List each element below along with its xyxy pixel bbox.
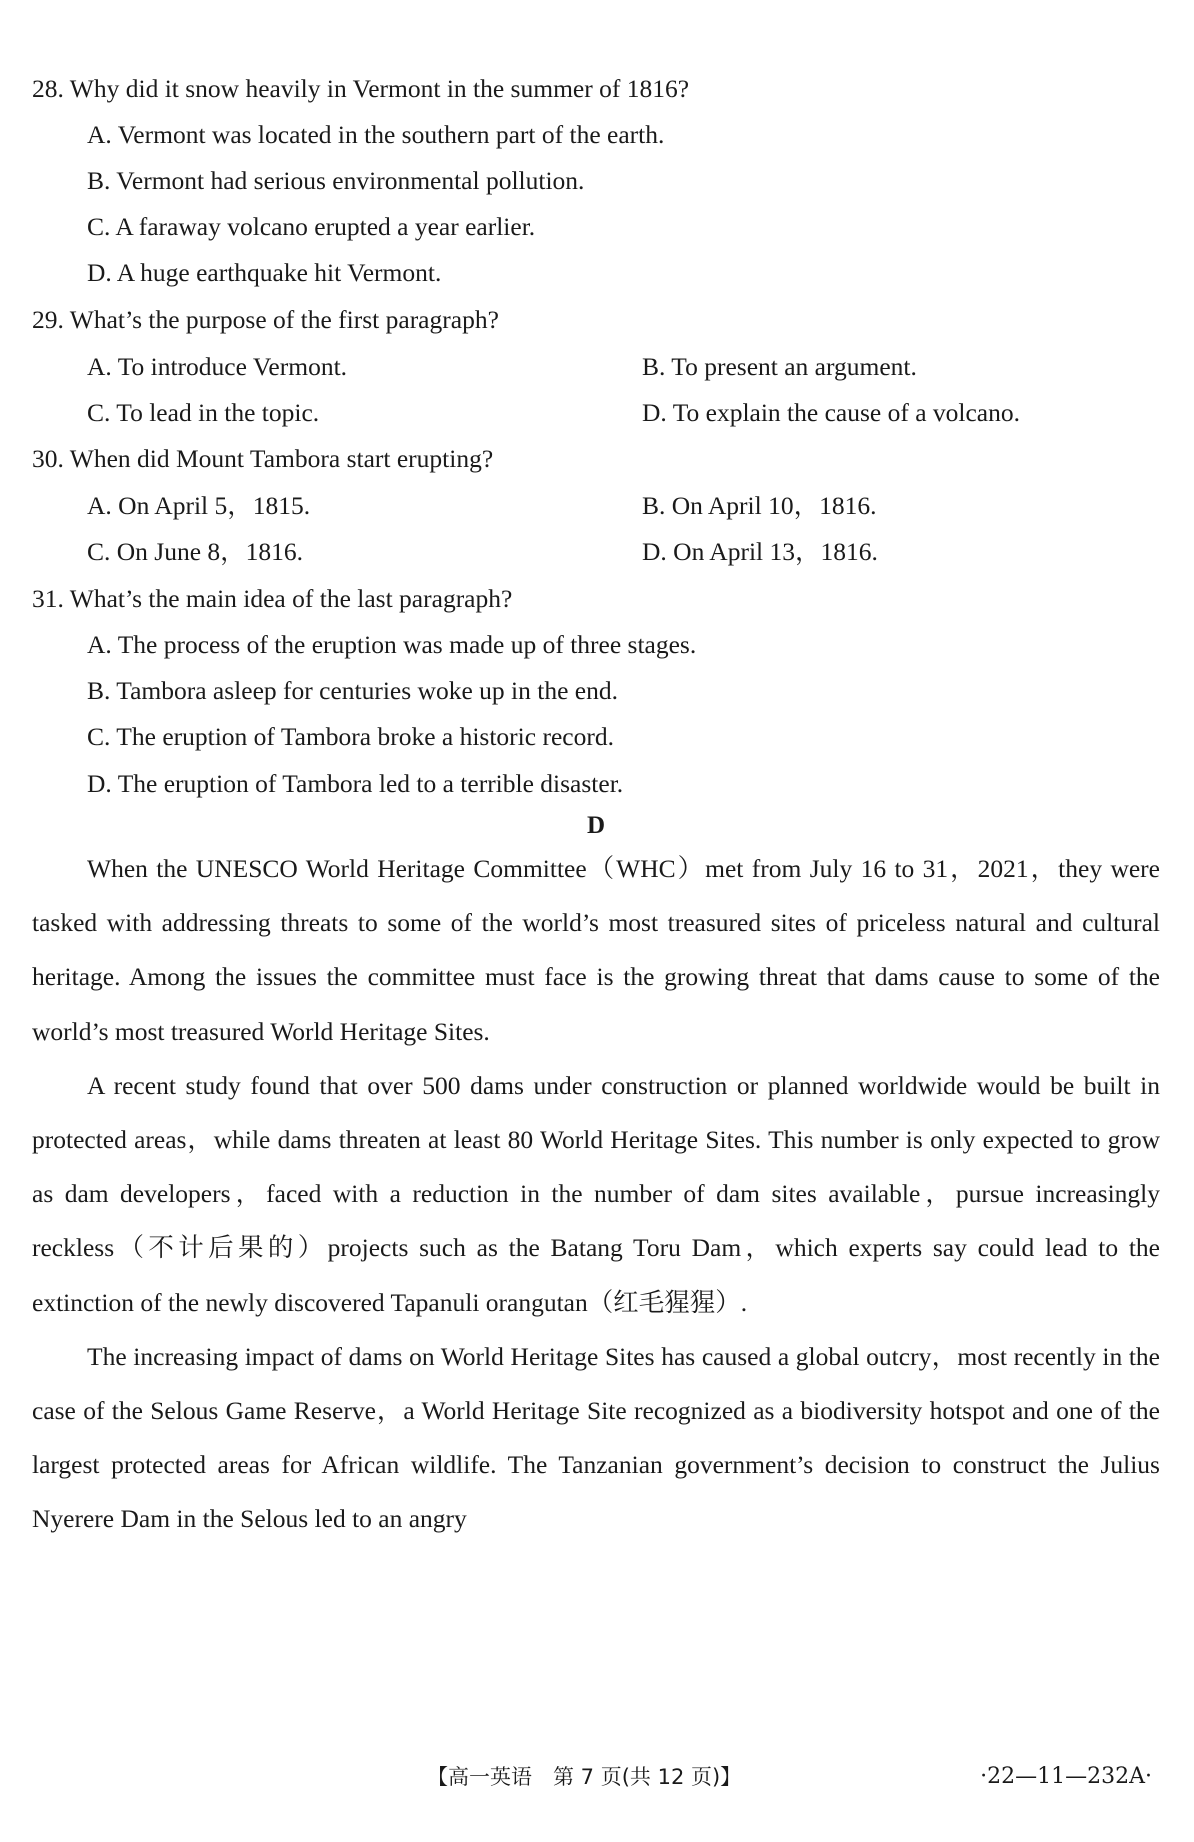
passage-paragraph-2: A recent study found that over 500 dams under construction or planned worldwide would be built in protected areas，while dams threaten at least 80 World Heritage Sites. This number is only expected to grow as dam developers，faced with a reduction in the number of dam sites available，pursue increasingly reckless（不计后果的）projects such as the Batang Toru Dam，which experts say could lead to the extinction of the newly discovered Tapanuli orangutan（红毛猩猩）. — [32, 1070, 1160, 1317]
question-29-option-b: B. To present an argument. — [642, 352, 917, 381]
question-31-option-a: A. The process of the eruption was made up of three stages. — [87, 630, 697, 659]
question-29-stem: 29. What’s the purpose of the first paragraph? — [32, 305, 499, 334]
question-30-stem: 30. When did Mount Tambora start erupting? — [32, 444, 494, 473]
question-31-stem: 31. What’s the main idea of the last paragraph? — [32, 584, 513, 613]
question-28-option-a: A. Vermont was located in the southern part of the earth. — [87, 120, 665, 149]
question-31-option-d: D. The eruption of Tambora led to a terrible disaster. — [87, 769, 624, 798]
question-30-option-d: D. On April 13，1816. — [642, 537, 878, 566]
reading-passage — [32, 842, 1160, 1547]
question-31-option-b: B. Tambora asleep for centuries woke up in the end. — [87, 676, 618, 705]
question-30-option-c: C. On June 8，1816. — [87, 537, 304, 566]
question-28-option-d: D. A huge earthquake hit Vermont. — [87, 258, 442, 287]
passage-paragraph-1: When the UNESCO World Heritage Committee（WHC）met from July 16 to 31，2021，they were tasked with addressing threats to some of the world’s most treasured sites of priceless natural and cultural heritage. Among the issues the committee must face is the growing threat that dams cause to some of the world’s most treasured World Heritage Sites. — [32, 854, 1160, 1046]
question-29-option-a: A. To introduce Vermont. — [87, 352, 348, 381]
question-29-option-d: D. To explain the cause of a volcano. — [642, 398, 1020, 427]
question-30-option-b: B. On April 10，1816. — [642, 491, 877, 520]
question-28-stem: 28. Why did it snow heavily in Vermont in the summer of 1816? — [32, 74, 690, 103]
passage-paragraph-3: The increasing impact of dams on World Heritage Sites has caused a global outcry，most recently in the case of the Selous Game Reserve，a World Heritage Site recognized as a biodiversity hotspot and one of the largest protected areas for African wildlife. The Tanzanian government’s decision to construct the Julius Nyerere Dam in the Selous led to an angry — [32, 1341, 1160, 1534]
question-31-option-c: C. The eruption of Tambora broke a historic record. — [87, 722, 614, 751]
question-30-option-a: A. On April 5，1815. — [87, 491, 311, 520]
footer-code: ·22—11—232A· — [980, 1764, 1152, 1789]
section-heading: D — [586, 812, 606, 839]
question-29-option-c: C. To lead in the topic. — [87, 398, 320, 427]
question-28-option-c: C. A faraway volcano erupted a year earlier. — [87, 212, 536, 241]
footer-page-info: 【高一英语 第 7 页(共 12 页)】 — [427, 1765, 742, 1789]
question-28-option-b: B. Vermont had serious environmental pollution. — [87, 166, 585, 195]
